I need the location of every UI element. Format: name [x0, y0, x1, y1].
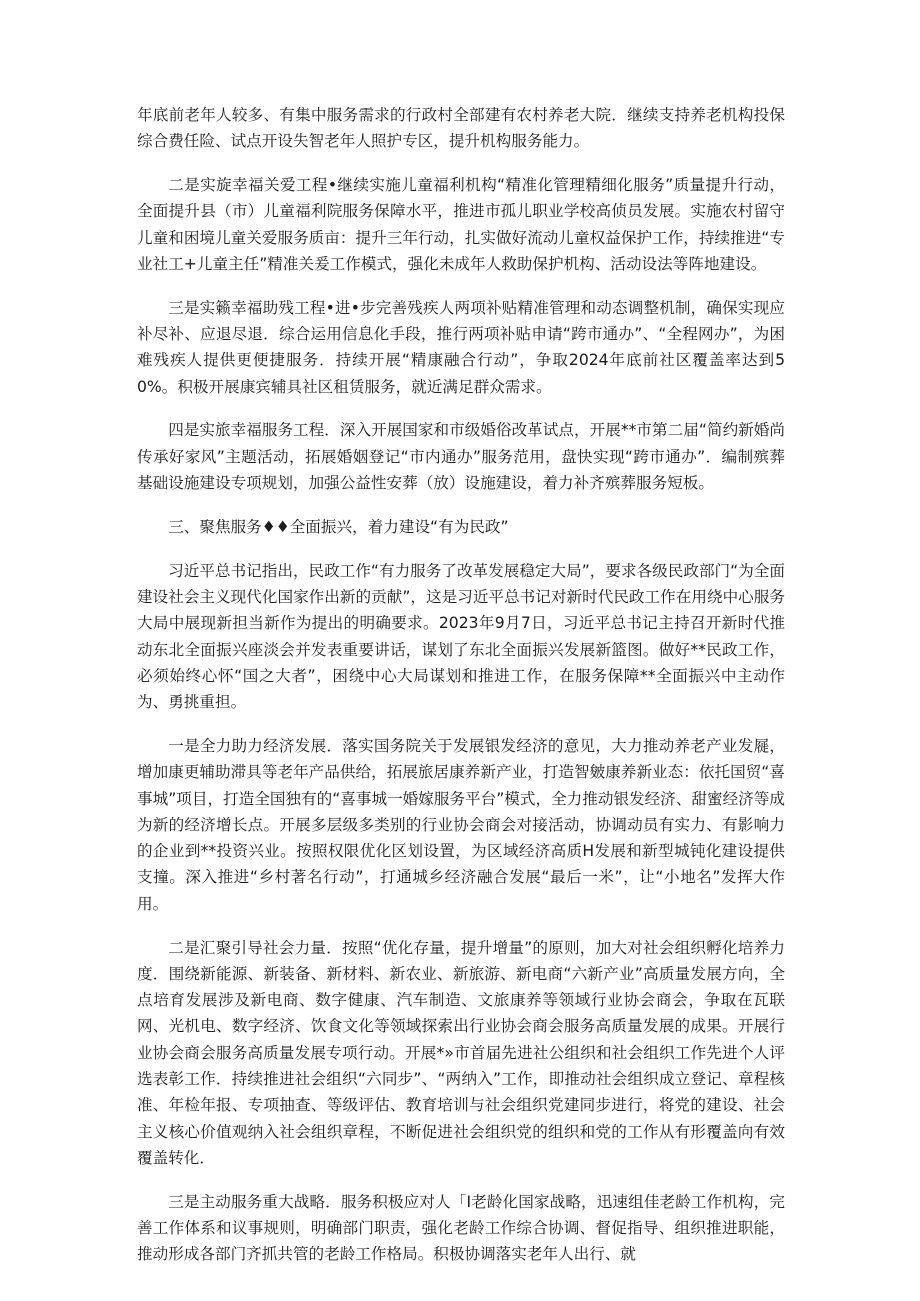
paragraph-child-care-project: 二是实旋幸福关爱工程•继续实施儿童福利机构“精准化管理精细化服务”质量提升行动，全面提升县（市）儿童福利院服务保障水平，推进市孤儿职业学校高侦员发展。实施农村留守儿童和困境儿童关爱服务质亩：提升三年行动，扎实做好流动儿童权益保护工作，持续推进“专业社工+儿童主任”精准关爰工作模式，强化未成年人救助保护机构、活动设法等阵地建设。 — [137, 176, 785, 273]
paragraph-economic-development: 一是全力助力经济发展．落实国务院关于发展银发经济的意见，大力推动养老产业发屣，增加康更辅助滞具等老年产品供给，拓展旅居康养新产业，打造智皴康养新业态：依托国贸“喜事城”项目，打造全国独有的“喜事城一婚嫁服务平台”模式，全力推动银发经济、甜蜜经济等成为新的经济增长点。开展多层级多类别的行业协会商会对接活动，协调动员有实力、有影响力的企业到**投资兴业。按照权限优化区划设置，为区域经济高质H发展和新型城钝化建设提供支撞。深入推进“乡村著名行动”，打通城乡经济融合发展“最后一米”，让“小地名”发挥大作用。 — [137, 736, 785, 913]
section-heading-three: 三、聚焦服务♦♦全面振兴，着力建设“有为民政” — [168, 517, 509, 536]
paragraph-xi-remarks: 习近平总书记指出，民政工作“有力服务了改革发展稳定大局”，要求各级民政部门“为全面建设社会主义现代化国家作出新的贡献”，这是习近平总书记对新时代民政工作在用绕中心服务大局中展现新担当新作为提出的明确要求。2023年9月7日，习近平总书记主持召开新时代推动东北全面振兴座淡会并发表重要讲话，谋划了东北全面振兴发展新篮图。做好**民政工作，必须始终心怀“国之大者”，困绕中心大局谋划和推进工作，在服务保障**全面振兴中主动作为、勇挑重担。 — [137, 561, 785, 712]
paragraph-social-forces: 二是汇聚引导社会力量．按照“优化存量，提升增量”的原则，加大对社会组织孵化培养力度．围绕新能源、新装备、新材料、新农业、新旅游、新电商“六新产业”高质量发展方向，全点培育发展涉及新电商、数字健康、汽车制造、文旅康养等领域行业协会商会，争取在瓦联网、光机电、数字经济、饮食文化等领域探索出行业协会商会服务高质量发展的成果。开展行业协会商会服务高质量发展专项行动。开展*»市首届先进社公组织和社会组织工作先进个人评选表彰工作．持续推进社会组织“六同步”、“两纳入”工作，即推动社会组织成立登记、章程核准、年检年报、专项抽查、等级评估、教育培训与社会组织党建同步进行，将党的建设、社会主义核心价值观纳入社会组织章程，不断促进社会组织党的组织和党的工作从有形覆盖向有效覆盖转化． — [137, 938, 785, 1167]
paragraph-social-services-project: 四是实旅幸福服务工程．深入开展国家和市级婚俗改革试点，开展**市第二届“简约新婚尚传承好家风”主题活动，拓展婚姻登记“市内通办”服务范用，盘快实现“跨市通办”．编制殡葬基础设施建设专项规划，加强公益性安葬（放）设施建设，着力补齐殡葬服务短板。 — [137, 421, 785, 493]
document-body — [137, 102, 785, 1285]
paragraph-disability-assistance-project: 三是实籁幸福助残工程•进•步完善残疾人两项补贴精准管理和动态调整机制，确保实现应补尽补、应退尽退．综合运用信息化手段，推行两项补贴申请“跨市通办”、“全程网办”，为困难残疾人提供更便捷服务．持续开展“精康融合行动”，争取2024年底前社区覆盖率达到50%。积极开展康宾辅具社区租赁服务，就近满足群众需求。 — [137, 298, 785, 396]
paragraph-elderly-care-institutions: 年底前老年人较多、有集中服务需求的行政村全部建有农村养老大院．继续支持养老机构投保综合费任险、试点开设失智老年人照护专区，提升机构服务能力。 — [137, 106, 785, 151]
paragraph-major-strategies: 三是主动服务重大战略．服务积极应对人「I老龄化国家战略，迅速组佳老龄工作机构，完善工作体系和议事规则，明确部门职责，强化老龄工作综合协调、督促指导、组织推进职能，推动形成各部门齐抓共管的老龄工作格局。积极协调落实老年人出行、就 — [137, 1192, 785, 1264]
